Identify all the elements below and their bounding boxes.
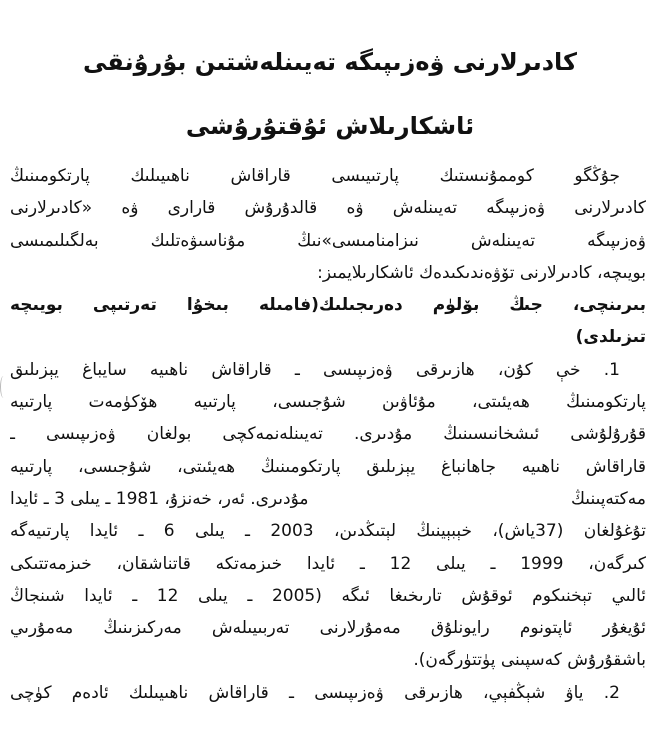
text-line: جۇڭگو كوممۇنىستىك پارتىيىسى قاراقاش ناھىيىلىك پارتكومىنىڭ: [10, 166, 620, 186]
text-line: باشقۇرۇش كەسپىنى پۈتتۈرگەن).: [413, 650, 646, 671]
split-segment-right: مەكتەپىنىڭ: [570, 488, 646, 509]
item-2-paragraph: [10, 677, 646, 709]
text-line-split: [10, 483, 646, 515]
text-line: ئالىي تېخنىكوم ئوقۇش تارىخىغا ئىگە (2005 ـ يىلى 12 ـ ئايدا شىنجاڭ: [10, 585, 646, 606]
text-line: 1. خې كۇن، ھازىرقى ۋەزىپىسى ـ قاراقاش ناھىيە سايباغ يېزىلىق: [10, 359, 620, 380]
document-body: [10, 160, 646, 709]
text-line: قاراقاش ناھىيە جاھانباغ يېزىلىق پارتكومىنىڭ ھەيئىتى، شۇجىسى، پارتىيە: [10, 456, 646, 477]
text-line: قۇرۇلۇشى ئىشخانىسىنىڭ مۇدىرى. تەيىنلەنمەكچى بولغان ۋەزىپىسى ـ: [10, 424, 646, 445]
text-line: پارتكومىنىڭ ھەيئىتى، مۇئاۋىن شۇجىسى، پارتىيە ھۆكۈمەت پارتىيە: [10, 392, 646, 413]
text-line: كىرگەن، 1999 ـ يىلى 12 ـ ئايدا خىزمەتكە قاتناشقان، خىزمەتتىكى: [10, 553, 646, 574]
text-line: بويىچە، كادىرلارنى تۆۋەندىكىدەك ئاشكارىلايمىز:: [317, 262, 646, 283]
text-line: ۋەزىپىگە تەيىنلەش نىزامنامىسى»نىڭ مۇناسىۋەتلىك بەلگىلىمىسى: [10, 230, 646, 251]
document-title-line-1: كادىرلارنى ۋەزىپىگە تەيىنلەشتىن بۇرۇنقى: [83, 48, 577, 76]
split-segment-left: مۇدىرى. ئەر، خەنزۇ، 1981 ـ يىلى 3 ـ ئايدا: [10, 488, 309, 509]
section-heading: [10, 289, 646, 354]
text-line: 2. ياۋ شېڭفېي، ھازىرقى ۋەزىپىسى ـ قاراقاش ناھىيىلىك ئادەم كۈچى: [10, 682, 620, 703]
item-1-paragraph: [10, 354, 646, 677]
text-line: كادىرلارنى ۋەزىپىگە تەيىنلەش ۋە قالدۇرۇش قارارى ۋە «كادىرلارنى: [10, 198, 646, 219]
text-line: ئۇيغۇر ئاپتونوم رايونلۇق مەمۇرلارنى تەربىيىلەش مەركىزىنىڭ مەمۇرىي: [10, 618, 646, 639]
heading-line: بىرىنچى، جىڭ بۆلۈم دەرىجىلىك(فامىلە بىخۇا تەرتىپى بويىچە: [10, 295, 646, 316]
text-line: تۇغۇلغان (37ياش)، خېبېينىڭ لېتىڭدىن، 2003 ـ يىلى 6 ـ ئايدا پارتىيەگە: [10, 521, 646, 542]
intro-paragraph: [10, 160, 646, 289]
document-title-line-2: ئاشكارىلاش ئۇقتۇرۇشى: [185, 112, 475, 140]
margin-bracket-mark: [0, 376, 7, 398]
heading-line: تىزىلدى): [575, 327, 646, 348]
